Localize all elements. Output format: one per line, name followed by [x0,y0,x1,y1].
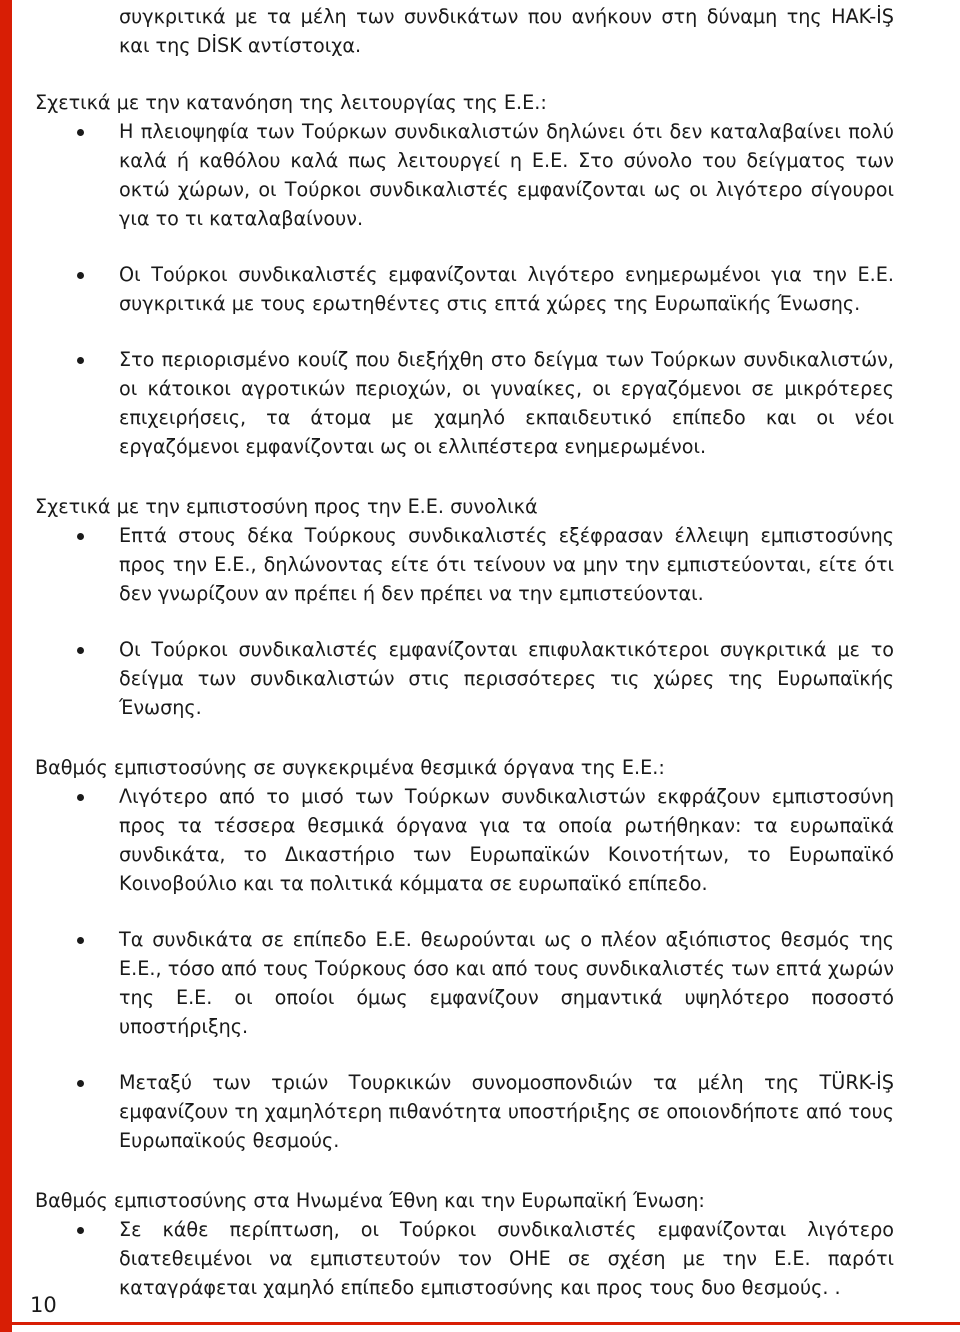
body-text [35,0,895,1302]
bullet-icon [77,129,84,136]
bullet-list-eu-understanding [35,117,895,461]
list-item-text: Επτά στους δέκα Τούρκους συνδικαλιστές εξέφρασαν έλλειψη εμπιστοσύνης προς την Ε.Ε., δηλώνοντας είτε ότι τείνουν να μην την εμπιστεύονται, είτε ότι δεν γνωρίζουν αν πρέπει ή δεν πρέπει να την εμπιστεύονται. [119,524,894,605]
list-item-text: Τα συνδικάτα σε επίπεδο Ε.Ε. θεωρούνται ως ο πλέον αξιόπιστος θεσμός της Ε.Ε., τόσο από τους Τούρκους όσο και από τους συνδικαλιστές των επτά χωρών της Ε.Ε. οι οποίοι όμως εμφανίζουν σημαντικά υψηλότερο ποσοστό υποστήριξης. [119,928,894,1038]
left-accent-bar [0,0,12,1332]
list-item-text: Στο περιορισμένο κουίζ που διεξήχθη στο δείγμα των Τούρκων συνδικαλιστών, οι κάτοικοι αγροτικών περιοχών, οι γυναίκες, οι εργαζόμενοι σε μικρότερες επιχειρήσεις, τα άτομα με χαμηλό εκπαιδευτικό επίπεδο και οι νέοι εργαζόμενοι εμφανίζονται ως οι ελλιπέστερα ενημερωμένοι. [119,348,894,458]
bullet-icon [77,1080,84,1087]
section-heading-institution-trust: Βαθμός εμπιστοσύνης σε συγκεκριμένα θεσμικά όργανα της Ε.Ε.: [35,756,665,779]
bullet-icon [77,357,84,364]
section-heading-un-eu-trust: Βαθμός εμπιστοσύνης στα Ηνωμένα Έθνη και την Ευρωπαϊκή Ένωση: [35,1189,705,1212]
list-item [35,925,894,1041]
continued-paragraph: συγκριτικά με τα μέλη των συνδικάτων που ανήκουν στη δύναμη της HAK-İŞ και της DİSK αντίστοιχα. [119,5,894,57]
list-item [35,345,894,461]
footer-rule [0,1322,960,1325]
bullet-icon [77,794,84,801]
bullet-icon [77,533,84,540]
list-item-text: Οι Τούρκοι συνδικαλιστές εμφανίζονται λιγότερο ενημερωμένοι για την Ε.Ε. συγκριτικά με τους ερωτηθέντες στις επτά χώρες της Ευρωπαϊκής Ένωσης. [119,263,894,315]
list-item-text: Η πλειοψηφία των Τούρκων συνδικαλιστών δηλώνει ότι δεν καταλαβαίνει πολύ καλά ή καθόλου καλά πως λειτουργεί η Ε.Ε. Στο σύνολο του δείγματος των οκτώ χώρων, οι Τούρκοι συνδικαλιστές εμφανίζονται ως οι λιγότερο σίγουροι για το τι καταλαβαίνουν. [119,120,894,230]
list-item [35,1215,894,1302]
bullet-icon [77,272,84,279]
list-item [35,260,894,318]
list-item-text: Μεταξύ των τριών Τουρκικών συνομοσπονδιών τα μέλη της TÜRK-İŞ εμφανίζουν τη χαμηλότερη πιθανότητα υποστήριξης σε οποιονδήποτε από τους Ευρωπαϊκούς θεσμούς. [119,1071,894,1152]
bullet-list-institution-trust [35,782,895,1155]
list-item [35,117,894,233]
list-item [35,635,894,722]
list-item [35,782,894,898]
bullet-icon [77,1227,84,1234]
list-item-text: Οι Τούρκοι συνδικαλιστές εμφανίζονται επιφυλακτικότεροι συγκριτικά με το δείγμα των συνδικαλιστών στις περισσότερες τις χώρες της Ευρωπαϊκής Ένωσης. [119,638,894,719]
list-item [35,521,894,608]
page-number: 10 [30,1293,57,1317]
list-item-text: Λιγότερο από το μισό των Τούρκων συνδικαλιστών εκφράζουν εμπιστοσύνη προς τα τέσσερα θεσμικά όργανα για τα οποία ρωτήθηκαν: τα ευρωπαϊκά συνδικάτα, το Δικαστήριο των Ευρωπαϊκών Κοινοτήτων, το Ευρωπαϊκό Κοινοβούλιο και τα πολιτικά κόμματα σε ευρωπαϊκό επίπεδο. [119,785,894,895]
list-item-text: Σε κάθε περίπτωση, οι Τούρκοι συνδικαλιστές εμφανίζονται λιγότερο διατεθειμένοι να εμπιστευτούν τον ΟΗΕ σε σχέση με την Ε.Ε. παρότι καταγράφεται χαμηλό επίπεδο εμπιστοσύνης και προς τους δυο θεσμούς. . [119,1218,894,1299]
bullet-icon [77,937,84,944]
bullet-list-un-eu-trust [35,1215,895,1302]
list-item [35,1068,894,1155]
section-heading-eu-understanding: Σχετικά με την κατανόηση της λειτουργίας της Ε.Ε.: [35,91,547,114]
section-heading-eu-trust: Σχετικά με την εμπιστοσύνη προς την Ε.Ε. συνολικά [35,495,538,518]
bullet-list-eu-trust [35,521,895,722]
bullet-icon [77,647,84,654]
